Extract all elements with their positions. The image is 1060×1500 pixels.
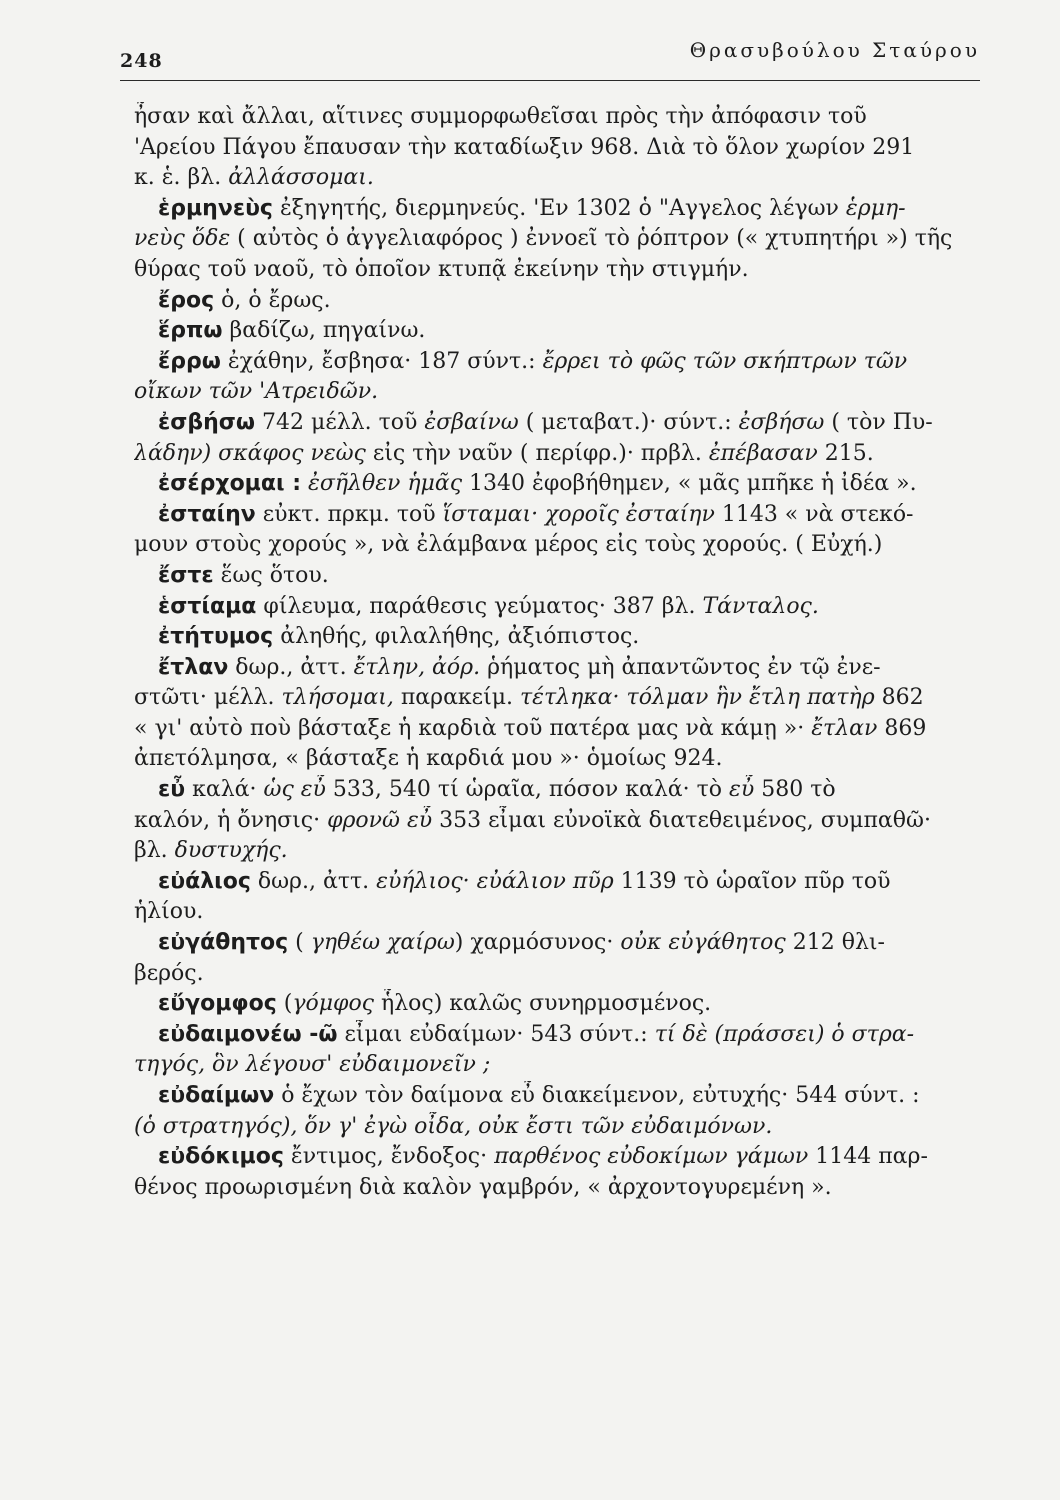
italic-text: ἔρρει τὸ φῶς τῶν σκήπτρων τῶν xyxy=(542,348,908,374)
text-segment: θύρας τοῦ ναοῦ, τὸ ὁποῖον κτυπᾷ ἐκείνην τὴν στιγμήν. xyxy=(134,256,749,282)
dictionary-text xyxy=(134,102,994,1203)
italic-text: ἔτλαν xyxy=(811,715,878,741)
headword: εὐδαιμονέω -ῶ xyxy=(158,1021,338,1047)
text-line xyxy=(134,469,994,500)
italic-text: ὡς εὖ xyxy=(263,777,326,803)
headword: εὖ xyxy=(158,777,186,803)
text-line xyxy=(134,163,994,194)
text-line xyxy=(134,683,994,714)
text-line xyxy=(134,928,994,959)
text-segment: βαδίζω, πηγαίνω. xyxy=(222,318,426,344)
italic-text: τηγός, ὃν λέγουσ' εὐδαιμονεῖν ; xyxy=(134,1052,491,1078)
text-segment: ἐξηγητής, διερμηνεύς. 'Εν 1302 ὁ "Αγγελος λέγων xyxy=(272,195,846,221)
text-line xyxy=(134,224,994,255)
text-line xyxy=(134,408,994,439)
italic-text: ἵσταμαι· χοροῖς ἐσταίην xyxy=(442,501,715,527)
running-head: Θρασυβούλου Σταύρου xyxy=(689,38,980,62)
text-line xyxy=(134,592,994,623)
italic-text: (ὁ στρατηγός), ὅν γ' ἐγὼ οἶδα, οὐκ ἔστι τῶν εὐδαιμόνων. xyxy=(134,1113,773,1139)
text-line xyxy=(134,102,994,133)
italic-text: γηθέω χαίρω xyxy=(310,930,455,956)
text-segment: ὁ ἔχων τὸν δαίμονα εὖ διακείμενον, εὐτυχής· 544 σύντ. : xyxy=(274,1083,920,1108)
text-segment: κ. ἑ. βλ. xyxy=(134,165,229,191)
text-segment: ( τὸν Πυ- xyxy=(824,409,933,435)
headword: εὐγάθητος xyxy=(158,930,289,956)
text-line xyxy=(134,286,994,317)
text-line xyxy=(134,744,994,775)
text-line xyxy=(134,622,994,653)
text-segment: 1139 τὸ ὡραῖον πῦρ τοῦ xyxy=(613,868,891,894)
text-segment: 353 εἶμαι εὐνοϊκὰ διατεθειμένος, συμπαθῶ· xyxy=(432,807,931,833)
text-segment: 'Αρείου Πάγου ἔπαυσαν τὴν καταδίωξιν 968. Διὰ τὸ ὅλον χωρίον 291 xyxy=(134,134,915,160)
text-segment: μουν στοὺς χορούς », νὰ ἐλάμβανα μέρος εἰς τοὺς χορούς. ( Εὐχή.) xyxy=(134,532,883,558)
text-segment: « γι' αὐτὸ ποὺ βάσταξε ἡ καρδιὰ τοῦ πατέρα μας νὰ κάμῃ »· xyxy=(134,715,812,741)
italic-text: παρθένος εὐδοκίμων γάμων xyxy=(494,1144,809,1170)
headword: ἔρος xyxy=(158,287,215,313)
text-segment: 580 τὸ xyxy=(754,777,836,803)
italic-text: φρονῶ εὖ xyxy=(327,807,433,833)
text-segment: ( xyxy=(276,991,293,1017)
text-line xyxy=(134,377,994,408)
text-line xyxy=(134,1173,994,1204)
text-line xyxy=(134,1112,994,1143)
italic-text: οὐκ εὐγάθητος xyxy=(620,930,786,956)
text-line xyxy=(134,1142,994,1173)
headword: ἔτλαν xyxy=(158,654,229,680)
text-segment: ἐχάθην, ἔσβησα· 187 σύντ.: xyxy=(220,348,543,374)
headword: εὐδαίμων xyxy=(158,1083,275,1108)
text-segment: ( μεταβατ.)· σύντ.: xyxy=(518,409,739,435)
italic-text: ἔτλην, ἀόρ. xyxy=(353,654,481,680)
headword: ἐσταίην xyxy=(158,501,256,527)
text-line xyxy=(134,1020,994,1051)
italic-text: τί δὲ (πράσσει) ὁ στρα- xyxy=(654,1021,915,1047)
text-line xyxy=(134,347,994,378)
headword: ἔστε xyxy=(158,562,214,588)
text-line xyxy=(134,989,994,1020)
text-line xyxy=(134,530,994,561)
text-segment: 742 μέλλ. τοῦ xyxy=(255,409,425,435)
text-line xyxy=(134,500,994,531)
italic-text: τλήσομαι, xyxy=(281,685,394,711)
italic-text: γόμφος xyxy=(292,991,375,1017)
text-line xyxy=(134,897,994,928)
italic-text: οἴκων τῶν 'Ατρειδῶν. xyxy=(134,379,379,405)
text-segment: ἀληθής, φιλαλήθης, ἀξιόπιστος. xyxy=(273,624,640,650)
italic-text: ἐπέβασαν xyxy=(708,440,818,466)
text-segment: ) χαρμόσυνος· xyxy=(454,930,621,956)
text-line xyxy=(134,867,994,898)
text-segment: βλ. xyxy=(134,838,175,864)
text-segment: δωρ., ἀττ. xyxy=(228,654,354,680)
headword: ἐσέρχομαι : xyxy=(158,471,302,497)
headword: ἑρμηνεὺς xyxy=(158,195,273,221)
text-segment: ( xyxy=(288,930,311,956)
italic-text: δυστυχής. xyxy=(174,838,288,864)
text-line xyxy=(134,775,994,806)
text-line xyxy=(134,133,994,164)
text-line xyxy=(134,316,994,347)
text-segment: 869 xyxy=(877,715,927,741)
text-line xyxy=(134,836,994,867)
headword: ἔρρω xyxy=(158,348,221,374)
headword: εὔγομφος xyxy=(158,991,277,1017)
text-line xyxy=(134,561,994,592)
text-segment: βερός. xyxy=(134,960,204,986)
italic-text: Τάνταλος. xyxy=(702,593,819,619)
italic-text: νεὺς ὅδε xyxy=(134,226,231,252)
text-segment: καλόν, ἡ ὄνησις· xyxy=(134,807,328,833)
text-segment: 1143 « νὰ στεκό- xyxy=(714,501,914,527)
text-line xyxy=(134,806,994,837)
text-segment: εἶμαι εὐδαίμων· 543 σύντ.: xyxy=(337,1021,655,1047)
text-line xyxy=(134,714,994,745)
text-segment: εἰς τὴν ναῦν ( περίφρ.)· πρβλ. xyxy=(365,440,709,466)
text-line xyxy=(134,1050,994,1081)
italic-text: τέτληκα· τόλμαν ἣν ἔτλη πατὴρ xyxy=(519,685,875,711)
italic-text: ἐσβαίνω xyxy=(424,409,519,435)
page-number: 248 xyxy=(120,50,163,72)
headword: εὐδόκιμος xyxy=(158,1144,284,1170)
text-line xyxy=(134,653,994,684)
italic-text: λάδην) σκάφος νεὼς xyxy=(134,440,366,466)
text-segment: δωρ., ἀττ. xyxy=(250,868,377,894)
text-segment: 862 xyxy=(874,685,924,711)
text-segment: ὁ, ὁ ἔρως. xyxy=(214,287,331,313)
italic-text: ἀλλάσσομαι. xyxy=(228,165,374,191)
text-segment: 215. xyxy=(817,440,874,466)
text-segment: ῥήματος μὴ ἀπαντῶντος ἐν τῷ ἐνε- xyxy=(480,654,881,680)
text-line xyxy=(134,1081,994,1112)
text-segment: 212 θλι- xyxy=(785,930,885,956)
italic-text: εὐήλιος· εὐάλιον πῦρ xyxy=(376,868,614,894)
text-segment xyxy=(301,471,308,496)
text-segment: 1144 παρ- xyxy=(808,1144,928,1170)
headword: ἕρπω xyxy=(158,318,223,344)
text-segment: ἧλος) καλῶς συνηρμοσμένος. xyxy=(374,991,712,1017)
text-segment: ἔντιμος, ἔνδοξος· xyxy=(283,1144,495,1170)
text-line xyxy=(134,255,994,286)
italic-text: ἐσῆλθεν ἡμᾶς xyxy=(308,471,463,497)
text-segment: καλά· xyxy=(185,777,264,803)
text-segment: στῶτι· μέλλ. xyxy=(134,685,282,711)
headword: ἐσβήσω xyxy=(158,409,256,435)
headword: εὐάλιος xyxy=(158,868,251,894)
headword: ἑστίαμα xyxy=(158,593,257,619)
italic-text: ἑρμη- xyxy=(845,195,906,221)
text-line xyxy=(134,194,994,225)
text-segment: ἡλίου. xyxy=(134,899,204,925)
text-line xyxy=(134,959,994,990)
headword: ἐτήτυμος xyxy=(158,624,274,650)
text-segment: θένος προωρισμένη διὰ καλὸν γαμβρόν, « ἀρχοντογυρεμένη ». xyxy=(134,1174,832,1200)
text-segment: παρακείμ. xyxy=(393,685,520,711)
italic-text: εὖ xyxy=(729,777,755,803)
text-line xyxy=(134,439,994,470)
text-segment: ( αὐτὸς ὁ ἀγγελιαφόρος ) ἐννοεῖ τὸ ῥόπτρον (« χτυπητήρι ») τῆς xyxy=(230,226,953,252)
text-segment: ἕως ὅτου. xyxy=(213,562,329,588)
text-segment: ἦσαν καὶ ἄλλαι, αἵτινες συμμορφωθεῖσαι πρὸς τὴν ἀπόφασιν τοῦ xyxy=(134,104,867,129)
text-segment: εὐκτ. πρκμ. τοῦ xyxy=(255,501,443,527)
text-segment: ἀπετόλμησα, « βάσταξε ἡ καρδιά μου »· ὁμοίως 924. xyxy=(134,746,723,772)
text-segment: 1340 ἐφοβήθημεν, « μᾶς μπῆκε ἡ ἰδέα ». xyxy=(462,471,917,497)
page-header xyxy=(120,30,980,81)
italic-text: ἐσβήσω xyxy=(738,409,825,435)
text-segment: φίλευμα, παράθεσις γεύματος· 387 βλ. xyxy=(256,593,703,619)
text-segment: 533, 540 τί ὡραῖα, πόσον καλά· τὸ xyxy=(325,777,730,803)
